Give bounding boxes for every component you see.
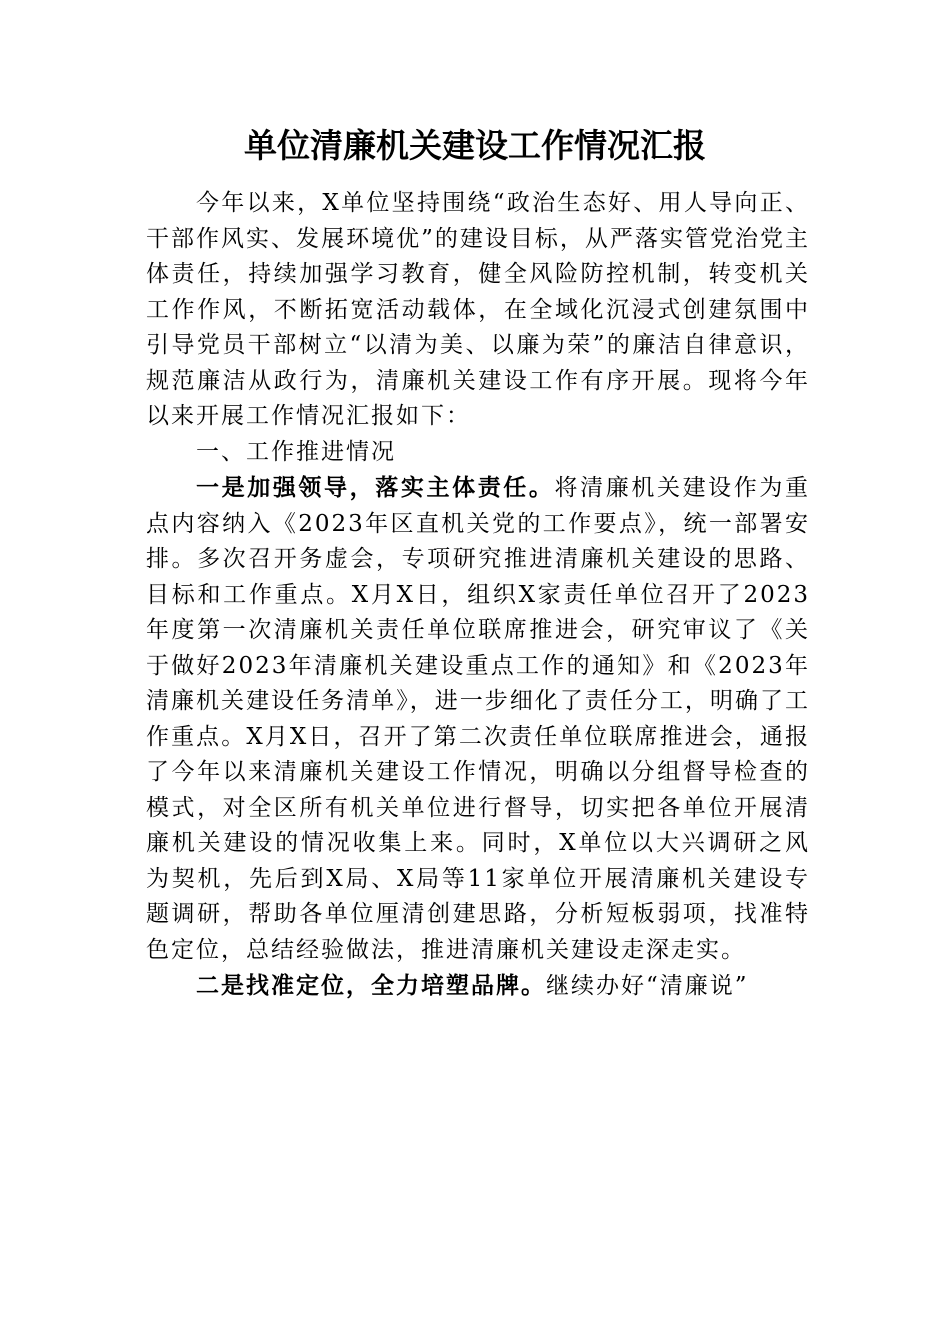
intro-paragraph: 今年以来，X单位坚持围绕“政治生态好、用人导向正、干部作风实、发展环境优”的建设目标，从严落实管党治党主体责任，持续加强学习教育，健全风险防控机制，转变机关工作作风，不断拓宽活动载体，在全域化沉浸式创建氛围中引导党员干部树立“以清为美、以廉为荣”的廉洁自律意识，规范廉洁从政行为，清廉机关建设工作有序开展。现将今年以来开展工作情况汇报如下： bbox=[146, 190, 810, 429]
item-lead-1: 一是加强领导，落实主体责任。 bbox=[196, 474, 555, 501]
item-body-1: 将清廉机关建设作为重点内容纳入《2023年区直机关党的工作要点》，统一部署安排。多次召开务虚会，专项研究推进清廉机关建设的思路、目标和工作重点。X月X日，组织X家责任单位召开了2023年度第一次清廉机关责任单位联席推进会，研究审议了《关于做好2023年清廉机关建设重点工作的通知》和《2023年清廉机关建设任务清单》，进一步细化了责任分工，明确了工作重点。X月X日，召开了第二次责任单位联席推进会，通报了今年以来清廉机关建设工作情况，明确以分组督导检查的模式，对全区所有机关单位进行督导，切实把各单位开展清廉机关建设的情况收集上来。同时，X单位以大兴调研之风为契机，先后到X局、X局等11家单位开展清廉机关建设专题调研，帮助各单位厘清创建思路，分析短板弱项，找准特色定位，总结经验做法，推进清廉机关建设走深走实。 bbox=[146, 475, 811, 963]
item-lead-2: 二是找准定位，全力培塑品牌。 bbox=[196, 972, 546, 999]
item-paragraph-2 bbox=[146, 968, 810, 1005]
section-heading: 一、工作推进情况 bbox=[196, 438, 396, 465]
document-body bbox=[146, 186, 810, 1005]
item-body-2: 继续办好“清廉说” bbox=[546, 973, 749, 999]
document-title: 单位清廉机关建设工作情况汇报 bbox=[244, 126, 706, 165]
item-paragraph-1 bbox=[146, 470, 810, 968]
